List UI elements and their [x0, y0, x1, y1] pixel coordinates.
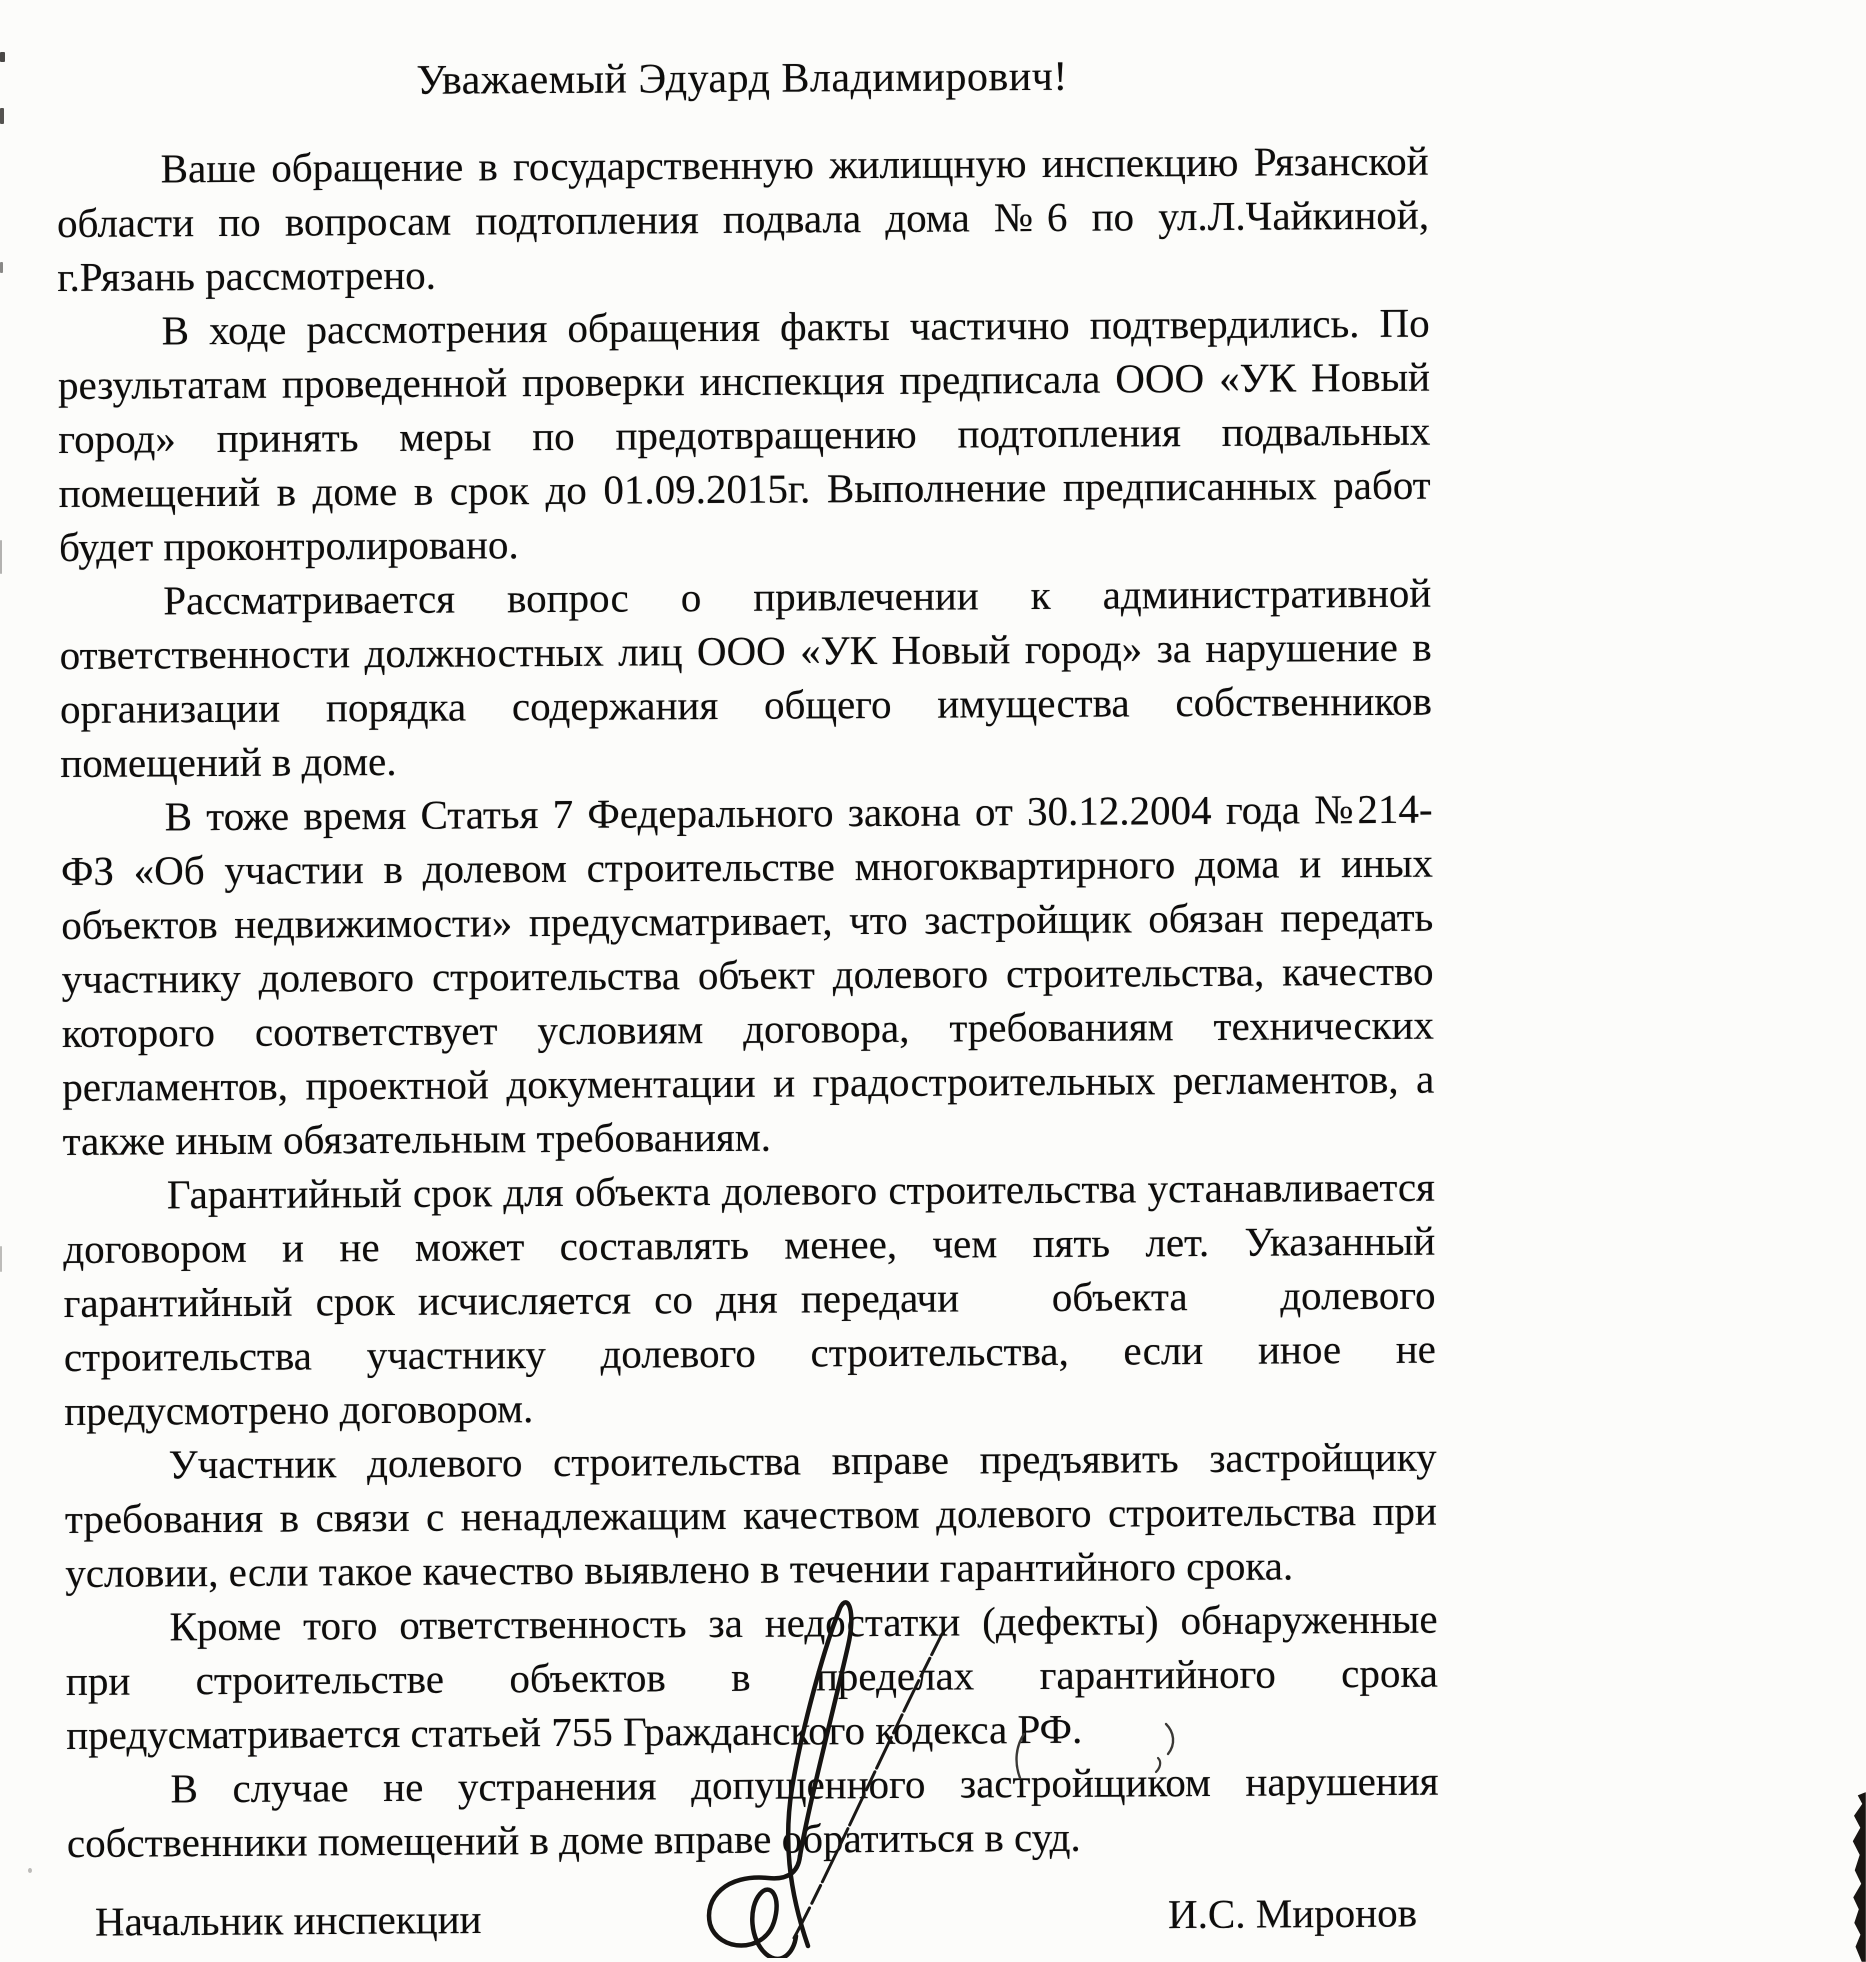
scan-speck — [0, 108, 4, 124]
letter-body — [56, 48, 1439, 1870]
pen-mark — [1000, 1726, 1040, 1786]
paragraph-court-option: В случае не устранения допущенного застройщиком нарушения собственники помещений в доме вправе обратиться в суд. — [66, 1757, 1439, 1866]
paragraph-federal-law-214: В тоже время Статья 7 Федерального закона от 30.12.2004 года №214-ФЗ «Об участии в долевом строительстве многоквартирного дома и иных объектов недвижимости» предусматривает, что застройщик обязан передать участнику долевого строительства объект долевого строительства, качество которого соответствует условиям договора, требованиям технических регламентов, проектной документации и градостроительных регламентов, а также иным обязательным требованиям. — [60, 785, 1435, 1164]
salutation: Уважаемый Эдуард Владимирович! — [416, 53, 1068, 104]
scan-speck — [0, 262, 3, 273]
paragraph-administrative-liability: Рассматривается вопрос о привлечении к административной ответственности должностных лиц ООО «УК Новый город» за нарушение в организации порядка содержания общего имущества собственников помещений в доме. — [59, 569, 1433, 786]
paragraph-civil-code-755: Кроме того ответственность за недостатки (дефекты) обнаруженные при строительстве объектов в пределах гарантийного срока предусматривается статьей 755 Гражданского кодекса РФ. — [65, 1595, 1439, 1758]
paragraph-warranty-period: Гарантийный срок для объекта долевого строительства устанавливается договором и не может составлять менее, чем пять лет. Указанный гарантийный срок исчисляется со дня передачи объекта долевого строительства участнику долевого строительства, если иное не предусмотрено договором. — [63, 1163, 1437, 1434]
scan-edge-artifact — [1851, 1792, 1866, 1962]
scan-speck — [0, 1246, 2, 1272]
paragraph-participant-rights: Участник долевого строительства вправе предъявить застройщику требования в связи с ненадлежащим качеством долевого строительства при условии, если такое качество выявлено в течении гарантийного срока. — [64, 1433, 1438, 1596]
scan-speck — [28, 1868, 32, 1873]
signature-row — [95, 1888, 1417, 1945]
scan-speck — [0, 52, 5, 62]
paragraph-appeal-reviewed: Ваше обращение в государственную жилищную инспекцию Рязанской области по вопросам подтопления подвала дома №6 по ул.Л.Чайкиной, г.Рязань рассмотрено. — [56, 137, 1430, 300]
signer-position: Начальник инспекции — [94, 1895, 482, 1945]
signer-name: И.С. Миронов — [1167, 1889, 1418, 1938]
scan-speck — [0, 540, 2, 574]
scan-speck — [120, 1930, 123, 1934]
paragraph-inspection-result: В ходе рассмотрения обращения факты частично подтвердились. По результатам проведенной проверки инспекция предписала ООО «УК Новый город» принять меры по предотвращению подтопления подвальных помещений в доме в срок до 01.09.2015г. Выполнение предписанных работ будет проконтролировано. — [57, 299, 1431, 570]
pen-mark — [1148, 1718, 1188, 1778]
